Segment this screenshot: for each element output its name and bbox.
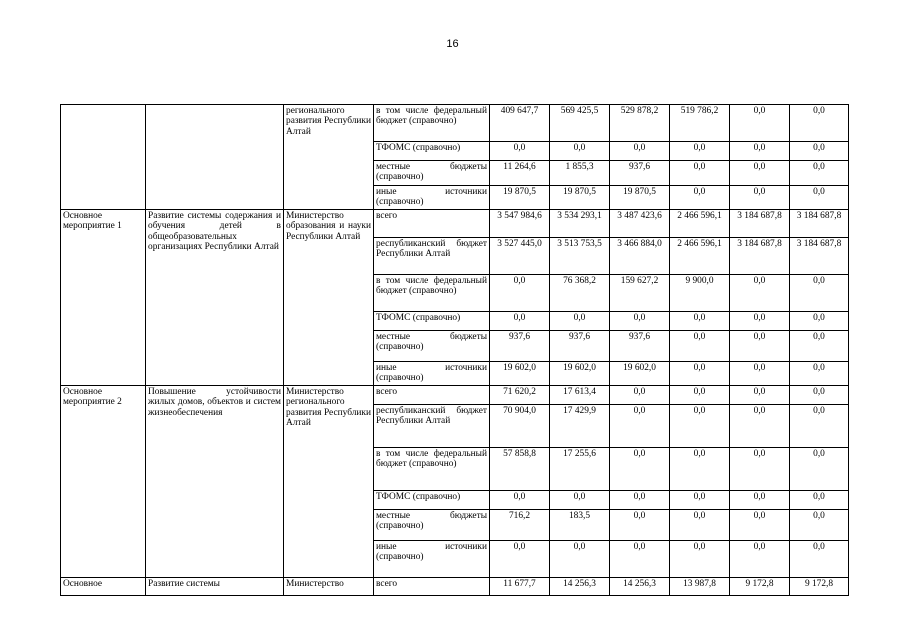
funding-source-cell: местные бюджеты (справочно) (374, 161, 490, 186)
table-row (61, 386, 849, 405)
funding-source-cell: ТФОМС (справочно) (374, 142, 490, 161)
amount-cell: 0,0 (670, 161, 730, 186)
amount-cell: 0,0 (730, 510, 790, 541)
funding-source-cell: местные бюджеты (справочно) (374, 510, 490, 541)
event-cell: Основное мероприятие 2 (61, 386, 146, 578)
amount-cell: 19 870,5 (610, 186, 670, 210)
amount-cell: 9 900,0 (670, 275, 730, 312)
amount-cell: 17 429,9 (550, 405, 610, 448)
amount-cell: 937,6 (490, 331, 550, 362)
amount-cell: 0,0 (670, 510, 730, 541)
amount-cell: 0,0 (490, 142, 550, 161)
amount-cell: 0,0 (790, 405, 849, 448)
amount-cell: 0,0 (670, 142, 730, 161)
description-cell: Развитие системы содержания и обучения детей в общеобразовательных организациях Республики Алтай (146, 210, 284, 386)
amount-cell: 14 256,3 (550, 578, 610, 596)
amount-cell: 0,0 (670, 186, 730, 210)
amount-cell: 2 466 596,1 (670, 210, 730, 238)
funding-source-cell: местные бюджеты (справочно) (374, 331, 490, 362)
funding-source-cell: всего (374, 386, 490, 405)
amount-cell: 0,0 (550, 312, 610, 331)
amount-cell: 0,0 (610, 491, 670, 510)
funding-source-cell: всего (374, 578, 490, 596)
amount-cell: 0,0 (610, 510, 670, 541)
table-row (61, 578, 849, 596)
amount-cell: 70 904,0 (490, 405, 550, 448)
amount-cell: 13 987,8 (670, 578, 730, 596)
amount-cell: 937,6 (550, 331, 610, 362)
amount-cell: 11 264,6 (490, 161, 550, 186)
amount-cell: 0,0 (730, 448, 790, 491)
amount-cell: 0,0 (490, 541, 550, 578)
amount-cell: 0,0 (550, 491, 610, 510)
executor-cell: регионального развития Республики Алтай (284, 105, 374, 210)
amount-cell: 11 677,7 (490, 578, 550, 596)
amount-cell: 14 256,3 (610, 578, 670, 596)
amount-cell: 0,0 (730, 541, 790, 578)
amount-cell: 937,6 (610, 161, 670, 186)
amount-cell: 0,0 (790, 142, 849, 161)
amount-cell: 0,0 (790, 186, 849, 210)
amount-cell: 19 870,5 (550, 186, 610, 210)
amount-cell: 0,0 (610, 405, 670, 448)
funding-source-cell: в том числе федеральный бюджет (справочно) (374, 275, 490, 312)
funding-source-cell: в том числе федеральный бюджет (справочно) (374, 448, 490, 491)
amount-cell: 19 602,0 (550, 362, 610, 386)
amount-cell: 3 547 984,6 (490, 210, 550, 238)
amount-cell: 17 613,4 (550, 386, 610, 405)
amount-cell: 0,0 (730, 142, 790, 161)
event-cell: Основное мероприятие 1 (61, 210, 146, 386)
amount-cell: 0,0 (610, 448, 670, 491)
amount-cell: 183,5 (550, 510, 610, 541)
funding-source-cell: ТФОМС (справочно) (374, 491, 490, 510)
amount-cell: 19 602,0 (490, 362, 550, 386)
amount-cell: 0,0 (490, 491, 550, 510)
amount-cell: 0,0 (610, 142, 670, 161)
amount-cell: 0,0 (790, 448, 849, 491)
amount-cell: 3 513 753,5 (550, 238, 610, 275)
table-row (61, 105, 849, 142)
amount-cell: 0,0 (790, 312, 849, 331)
amount-cell: 3 487 423,6 (610, 210, 670, 238)
funding-source-cell: республиканский бюджет Республики Алтай (374, 238, 490, 275)
executor-cell: Министерство регионального развития Республики Алтай (284, 386, 374, 578)
amount-cell: 0,0 (730, 275, 790, 312)
amount-cell: 2 466 596,1 (670, 238, 730, 275)
amount-cell: 0,0 (730, 362, 790, 386)
table-row (61, 210, 849, 238)
amount-cell: 0,0 (610, 312, 670, 331)
amount-cell: 0,0 (790, 362, 849, 386)
amount-cell: 0,0 (550, 142, 610, 161)
amount-cell: 3 184 687,8 (790, 210, 849, 238)
page-number: 16 (446, 38, 459, 50)
amount-cell: 0,0 (670, 362, 730, 386)
amount-cell: 0,0 (730, 105, 790, 142)
amount-cell: 0,0 (670, 312, 730, 331)
description-cell: Развитие системы (146, 578, 284, 596)
amount-cell: 159 627,2 (610, 275, 670, 312)
event-cell (61, 105, 146, 210)
amount-cell: 3 466 884,0 (610, 238, 670, 275)
funding-source-cell: ТФОМС (справочно) (374, 312, 490, 331)
amount-cell: 0,0 (790, 275, 849, 312)
funding-source-cell: иные источники (справочно) (374, 186, 490, 210)
amount-cell: 0,0 (670, 448, 730, 491)
amount-cell: 0,0 (790, 386, 849, 405)
amount-cell: 409 647,7 (490, 105, 550, 142)
amount-cell: 9 172,8 (790, 578, 849, 596)
amount-cell: 0,0 (730, 331, 790, 362)
amount-cell: 1 855,3 (550, 161, 610, 186)
amount-cell: 0,0 (790, 510, 849, 541)
amount-cell: 529 878,2 (610, 105, 670, 142)
amount-cell: 3 184 687,8 (730, 238, 790, 275)
amount-cell: 569 425,5 (550, 105, 610, 142)
amount-cell: 76 368,2 (550, 275, 610, 312)
funding-source-cell: в том числе федеральный бюджет (справочно) (374, 105, 490, 142)
amount-cell: 19 602,0 (610, 362, 670, 386)
amount-cell: 0,0 (790, 541, 849, 578)
amount-cell: 519 786,2 (670, 105, 730, 142)
amount-cell: 71 620,2 (490, 386, 550, 405)
amount-cell: 3 527 445,0 (490, 238, 550, 275)
amount-cell: 0,0 (490, 312, 550, 331)
amount-cell: 0,0 (670, 491, 730, 510)
executor-cell: Министерство (284, 578, 374, 596)
amount-cell: 19 870,5 (490, 186, 550, 210)
amount-cell: 0,0 (670, 331, 730, 362)
amount-cell: 0,0 (610, 386, 670, 405)
amount-cell: 0,0 (670, 386, 730, 405)
amount-cell: 0,0 (730, 312, 790, 331)
budget-table-body (61, 105, 849, 596)
amount-cell: 0,0 (670, 405, 730, 448)
amount-cell: 0,0 (730, 186, 790, 210)
amount-cell: 0,0 (670, 541, 730, 578)
amount-cell: 937,6 (610, 331, 670, 362)
amount-cell: 9 172,8 (730, 578, 790, 596)
amount-cell: 0,0 (490, 275, 550, 312)
amount-cell: 57 858,8 (490, 448, 550, 491)
amount-cell: 0,0 (730, 491, 790, 510)
amount-cell: 0,0 (790, 331, 849, 362)
funding-source-cell: республиканский бюджет Республики Алтай (374, 405, 490, 448)
executor-cell: Министерство образования и науки Республики Алтай (284, 210, 374, 386)
amount-cell: 716,2 (490, 510, 550, 541)
amount-cell: 0,0 (790, 161, 849, 186)
amount-cell: 0,0 (610, 541, 670, 578)
amount-cell: 0,0 (550, 541, 610, 578)
amount-cell: 3 184 687,8 (790, 238, 849, 275)
funding-source-cell: иные источники (справочно) (374, 362, 490, 386)
amount-cell: 0,0 (730, 386, 790, 405)
funding-source-cell: всего (374, 210, 490, 238)
amount-cell: 3 534 293,1 (550, 210, 610, 238)
amount-cell: 0,0 (730, 161, 790, 186)
budget-table (60, 104, 849, 596)
description-cell (146, 105, 284, 210)
description-cell: Повышение устойчивости жилых домов, объектов и систем жизнеобеспечения (146, 386, 284, 578)
amount-cell: 17 255,6 (550, 448, 610, 491)
event-cell: Основное (61, 578, 146, 596)
funding-source-cell: иные источники (справочно) (374, 541, 490, 578)
amount-cell: 0,0 (790, 491, 849, 510)
amount-cell: 0,0 (730, 405, 790, 448)
amount-cell: 0,0 (790, 105, 849, 142)
amount-cell: 3 184 687,8 (730, 210, 790, 238)
